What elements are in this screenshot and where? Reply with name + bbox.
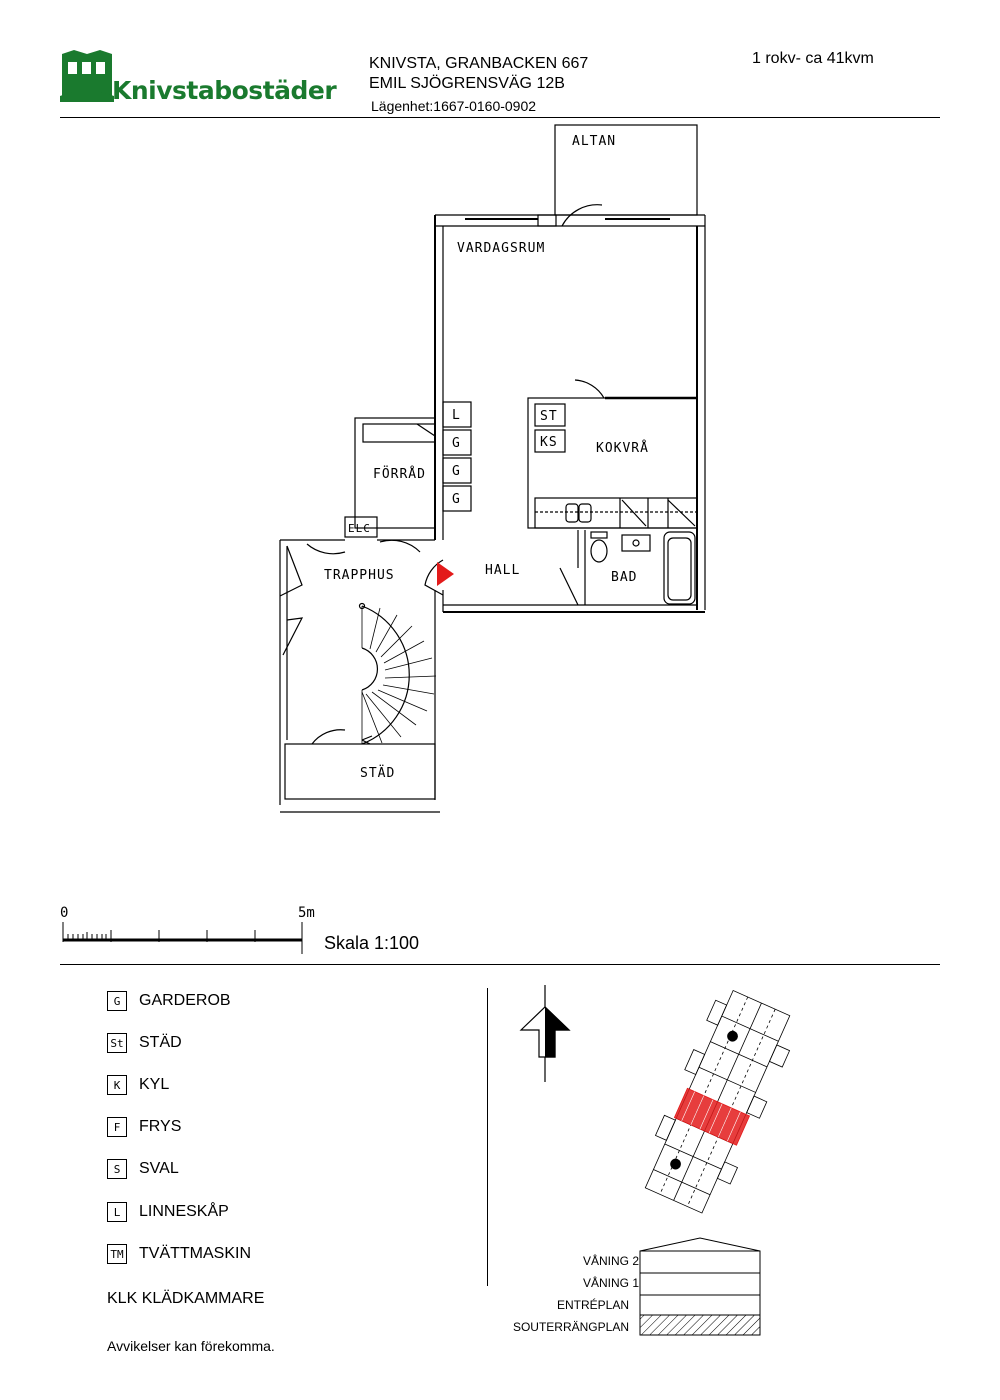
logo-text: Knivstabostäder	[112, 76, 337, 105]
legend-item-linneskap	[107, 1201, 229, 1223]
legend-label: FRYS	[139, 1118, 182, 1135]
room-kokvra: KOKVRÅ	[596, 441, 649, 456]
floor-plan	[0, 118, 1000, 818]
legend-vertical-divider	[487, 988, 488, 1286]
apartment-size: 1 rokv- ca 41kvm	[752, 50, 874, 67]
kitchen-ks: KS	[540, 435, 558, 450]
apartment-number: Lägenhet:1667-0160-0902	[371, 98, 537, 114]
legend-item-garderob	[107, 990, 231, 1012]
elc-cabinet: ELC	[348, 522, 371, 535]
legend-label: KYL	[139, 1076, 170, 1093]
wardrobe-g-2: G	[452, 464, 461, 479]
legend-item-stad	[107, 1032, 182, 1054]
legend-divider	[60, 964, 940, 965]
legend-code: TM	[107, 1244, 127, 1264]
disclaimer: Avvikelser kan förekomma.	[107, 1338, 275, 1354]
legend-code: K	[107, 1075, 127, 1095]
floor-label-vaning-2: VÅNING 2	[582, 1254, 639, 1268]
address-line-2: EMIL SJÖGRENSVÄG 12B	[369, 75, 565, 92]
room-trapphus: TRAPPHUS	[324, 568, 395, 583]
floor-label-vaning-1: VÅNING 1	[582, 1276, 639, 1290]
entrance-marker-icon	[437, 562, 454, 586]
scale-bar	[60, 918, 310, 954]
legend-label: LINNESKÅP	[139, 1203, 229, 1220]
legend-code: L	[107, 1202, 127, 1222]
legend-label: SVAL	[139, 1160, 179, 1177]
scale-label: Skala 1:100	[324, 933, 420, 953]
legend-item-frys	[107, 1116, 181, 1138]
wardrobe-g-3: G	[452, 492, 461, 507]
building-section-diagram	[638, 1236, 762, 1338]
room-vardagsrum: VARDAGSRUM	[457, 241, 546, 256]
legend-item-klk: KLK KLÄDKAMMARE	[107, 1290, 265, 1307]
legend-code: S	[107, 1159, 127, 1179]
legend-code: St	[107, 1033, 127, 1053]
room-forrad: FÖRRÅD	[373, 467, 426, 482]
address-line-1: KNIVSTA, GRANBACKEN 667	[369, 55, 589, 72]
room-bad: BAD	[611, 570, 638, 585]
floor-label-souterrangplan: SOUTERRÄNGPLAN	[512, 1320, 629, 1334]
scale-end: 5m	[298, 905, 315, 921]
legend-code: G	[107, 991, 127, 1011]
legend-label: STÄD	[139, 1034, 182, 1051]
site-plan-map	[615, 985, 815, 1225]
wardrobe-l: L	[452, 408, 461, 423]
legend-code: F	[107, 1117, 127, 1137]
legend-label: GARDEROB	[139, 992, 231, 1009]
room-hall: HALL	[485, 563, 521, 578]
legend-item-tvattmaskin	[107, 1243, 251, 1265]
north-arrow-icon	[515, 985, 575, 1085]
legend-label: TVÄTTMASKIN	[139, 1245, 252, 1262]
kitchen-st: ST	[540, 409, 558, 424]
legend-item-kyl	[107, 1074, 169, 1096]
room-stad: STÄD	[360, 766, 396, 781]
legend-item-sval	[107, 1158, 179, 1180]
floor-label-entreplan: ENTRÉPLAN	[556, 1298, 629, 1312]
room-altan: ALTAN	[572, 134, 617, 149]
wardrobe-g-1: G	[452, 436, 461, 451]
scale-start: 0	[60, 905, 69, 921]
